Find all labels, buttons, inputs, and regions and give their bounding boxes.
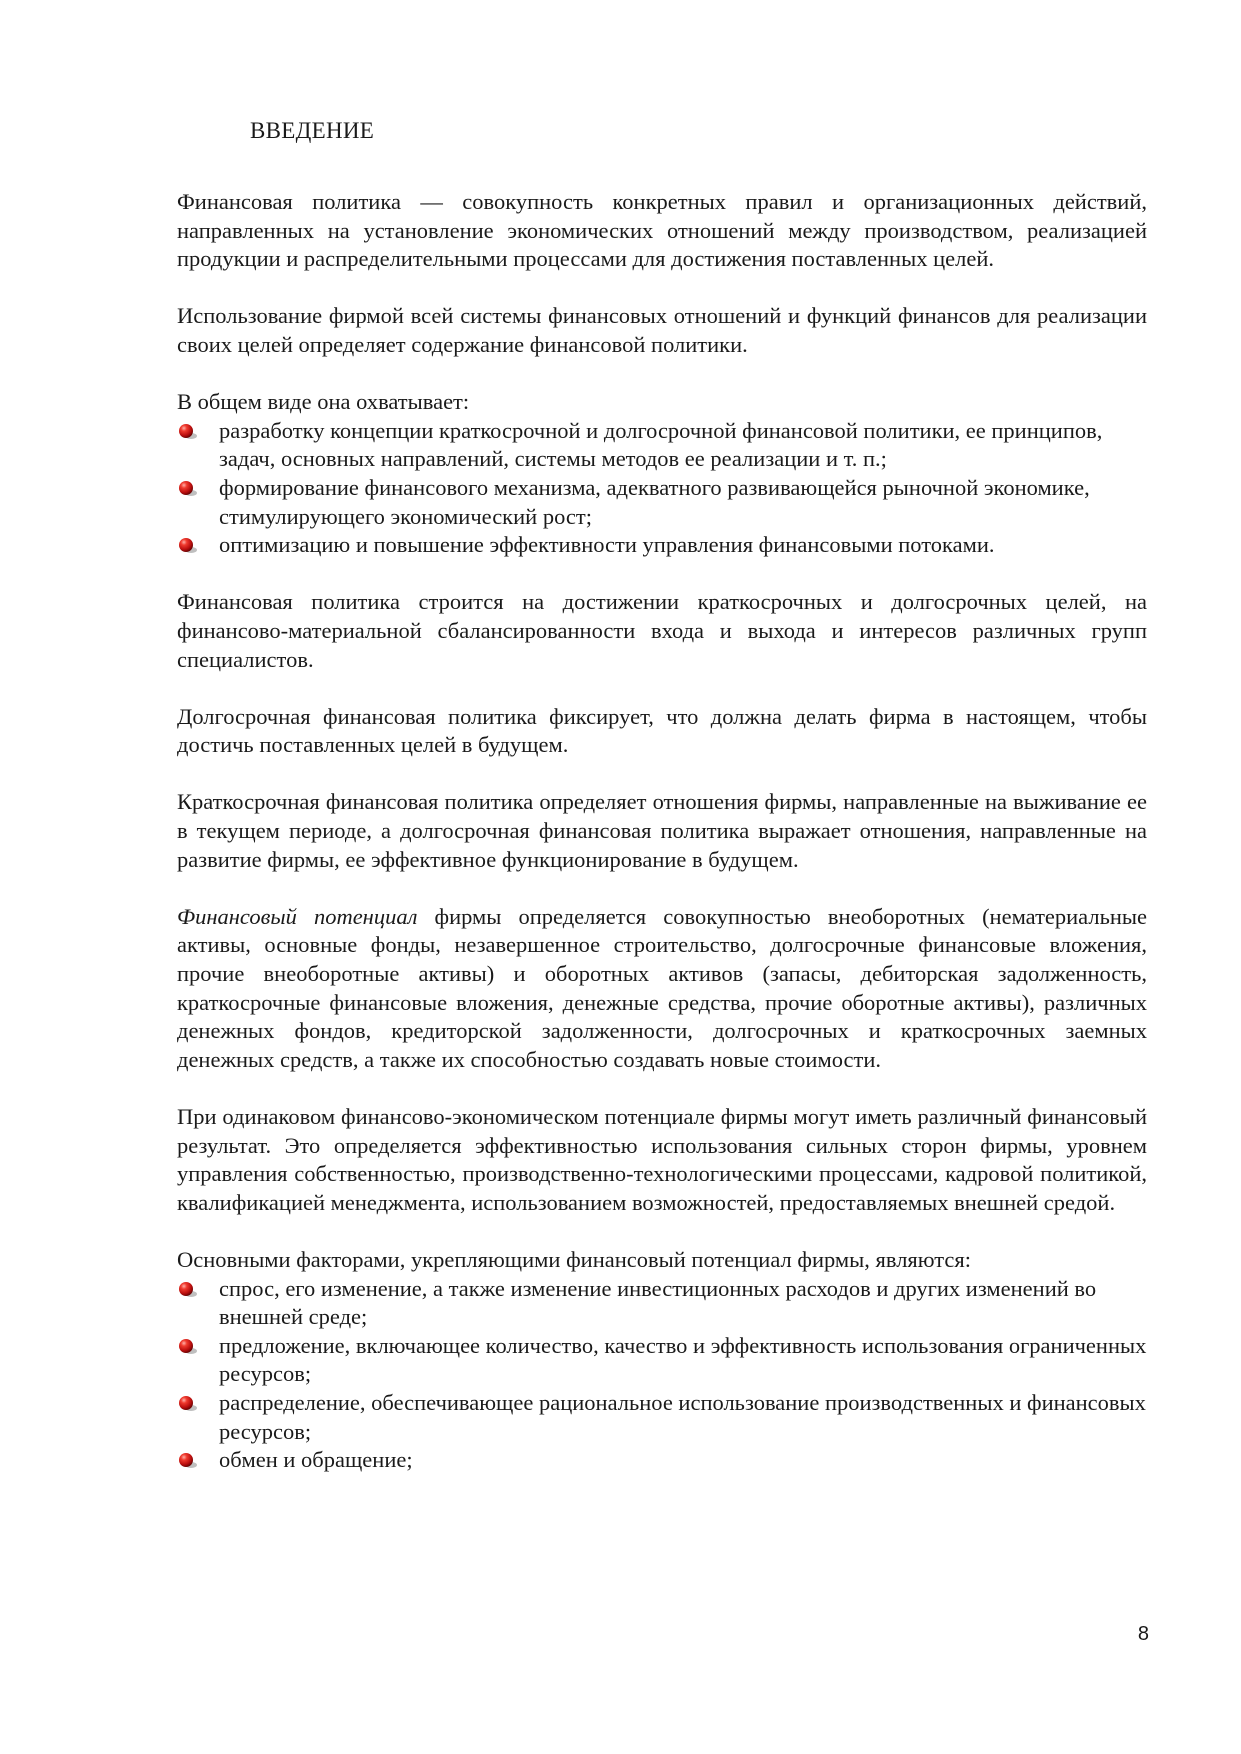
red-sphere-bullet-icon — [177, 423, 199, 441]
list-item — [177, 1275, 1147, 1332]
list-item-text: оптимизацию и повышение эффективности управления финансовыми потоками. — [219, 532, 995, 558]
page-number: 8 — [1137, 1623, 1149, 1645]
paragraph-scope-intro: В общем виде она охватывает: — [177, 389, 470, 415]
paragraph-usage: Использование фирмой всей системы финансовых отношений и функций финансов для реализации своих целей определяет содержание финансовой политики. — [177, 303, 1147, 357]
paragraph-definition: Финансовая политика — совокупность конкретных правил и организационных действий, направленных на установление экономических отношений между производством, реализацией продукции и распределительными процессами для достижения поставленных целей. — [177, 189, 1147, 272]
red-sphere-bullet-icon — [177, 537, 199, 555]
list-item-text: спрос, его изменение, а также изменение инвестиционных расходов и других изменений во внешней среде; — [219, 1275, 1097, 1330]
list-item — [177, 417, 1147, 474]
paragraph-goals: Финансовая политика строится на достижении краткосрочных и долгосрочных целей, на финансово-материальной сбалансированности входа и выхода и интересов различных групп специалистов. — [177, 589, 1147, 672]
red-sphere-bullet-icon — [177, 1338, 199, 1356]
red-sphere-bullet-icon — [177, 1395, 199, 1413]
paragraph-result: При одинаковом финансово-экономическом потенциале фирмы могут иметь различный финансовый результат. Это определяется эффективностью использования сильных сторон фирмы, уровнем управления собственностью, производственно-технологическими процессами, кадровой политикой, квалификацией менеджмента, использованием возможностей, предоставляемых внешней средой. — [177, 1104, 1147, 1215]
paragraph-financial-potential — [177, 903, 1147, 1075]
red-sphere-bullet-icon — [177, 480, 199, 498]
list-item — [177, 474, 1147, 531]
list-item — [177, 1389, 1147, 1446]
section-heading: ВВЕДЕНИЕ — [250, 118, 375, 143]
list-item — [177, 1446, 1147, 1475]
paragraph-factors-intro: Основными факторами, укрепляющими финансовый потенциал фирмы, являются: — [177, 1246, 971, 1272]
list-item — [177, 531, 1147, 560]
red-sphere-bullet-icon — [177, 1281, 199, 1299]
list-item — [177, 1332, 1147, 1389]
list-item-text: формирование финансового механизма, адекватного развивающейся рыночной экономике, стимулирующего экономический рост; — [219, 474, 1090, 529]
document-body — [177, 188, 1147, 1503]
list-item-text: предложение, включающее количество, качество и эффективность использования ограниченных ресурсов; — [219, 1332, 1147, 1387]
bullet-list-scope — [177, 417, 1147, 560]
italic-term: Финансовый потенциал — [177, 903, 418, 929]
list-item-text: обмен и обращение; — [219, 1447, 413, 1473]
red-sphere-bullet-icon — [177, 1452, 199, 1470]
paragraph-short-term: Краткосрочная финансовая политика определяет отношения фирмы, направленные на выживание ее в текущем периоде, а долгосрочная финансовая политика выражает отношения, направленные на развитие фирмы, ее эффективное функционирование в будущем. — [177, 789, 1147, 872]
paragraph-text: фирмы определяется совокупностью внеоборотных (нематериальные активы, основные фонды, незавершенное строительство, долгосрочные финансовые вложения, прочие внеоборотные активы) и оборотных активов (запасы, дебиторская задолженность, краткосрочные финансовые вложения, денежные средства, прочие оборотные активы), различных денежных фондов, кредиторской задолженности, долгосрочных и краткосрочных заемных денежных средств, а также их способностью создавать новые стоимости. — [177, 903, 1148, 1072]
list-item-text: распределение, обеспечивающее рациональное использование производственных и финансовых ресурсов; — [219, 1389, 1146, 1444]
list-item-text: разработку концепции краткосрочной и долгосрочной финансовой политики, ее принципов, задач, основных направлений, системы методов ее реализации и т. п.; — [219, 417, 1103, 472]
paragraph-long-term: Долгосрочная финансовая политика фиксирует, что должна делать фирма в настоящем, чтобы достичь поставленных целей в будущем. — [177, 703, 1147, 758]
bullet-list-factors — [177, 1275, 1147, 1475]
